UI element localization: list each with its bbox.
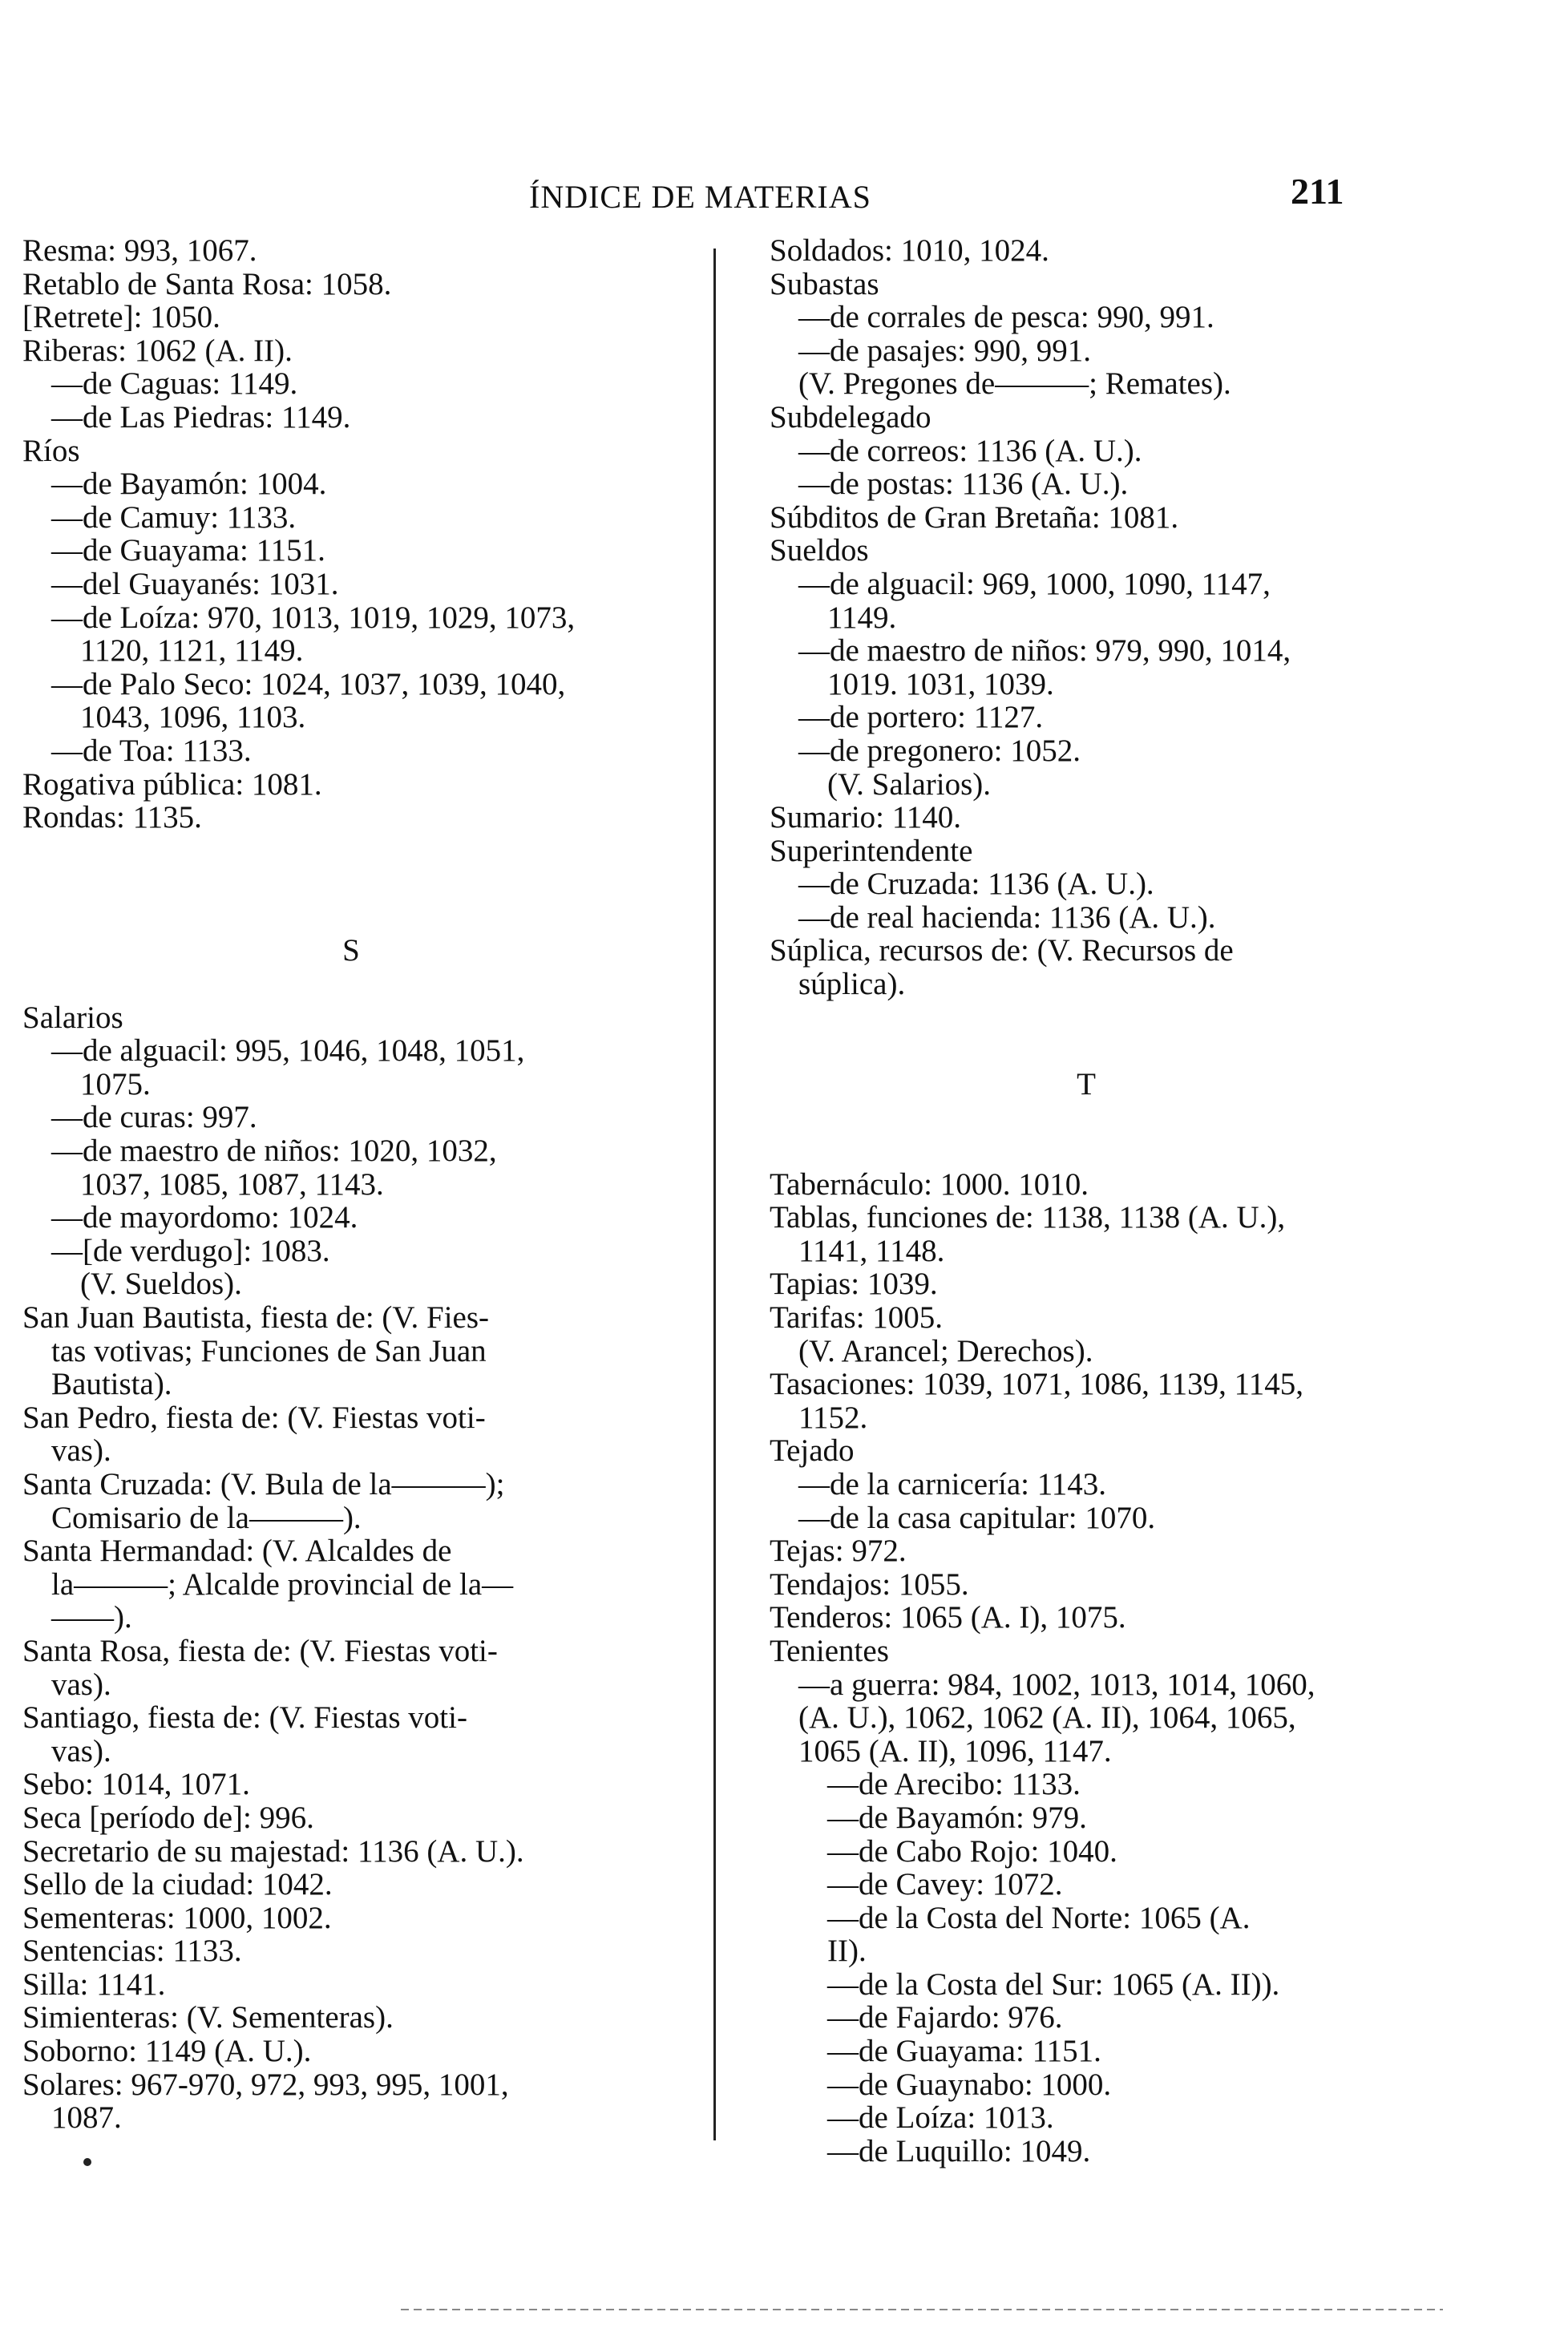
index-entry: Santiago, fiesta de: (V. Fiestas voti- [22, 1700, 467, 1736]
index-entry: 1019. 1031, 1039. [827, 666, 1054, 701]
index-entry: vas). [51, 1433, 111, 1469]
index-entry: Sello de la ciudad: 1042. [22, 1867, 333, 1902]
index-entry: —de la carnicería: 1143. [798, 1466, 1107, 1501]
index-entry: Comisario de la———). [51, 1500, 362, 1535]
index-entry: 1043, 1096, 1103. [80, 700, 306, 735]
index-entry: 1152. [798, 1400, 868, 1435]
scan-artifact-line [401, 2309, 1443, 2310]
index-entry: Tablas, funciones de: 1138, 1138 (A. U.), [770, 1200, 1286, 1235]
index-entry: Silla: 1141. [22, 1966, 166, 2002]
index-entry: —[de verdugo]: 1083. [51, 1233, 330, 1268]
index-entry: —de Luquillo: 1049. [827, 2133, 1091, 2168]
index-entry: (V. Sueldos). [80, 1267, 242, 1302]
index-entry: —de la casa capitular: 1070. [798, 1500, 1156, 1535]
index-entry: Solares: 967-970, 972, 993, 995, 1001, [22, 2067, 509, 2102]
index-entry: —de Las Piedras: 1149. [51, 399, 351, 434]
index-entry: vas). [51, 1733, 111, 1768]
index-entry: (V. Salarios). [827, 766, 992, 802]
index-entry: súplica). [798, 967, 906, 1002]
index-entry: —de Caguas: 1149. [51, 366, 298, 402]
index-entry: 1075. [80, 1066, 151, 1101]
index-column-right [770, 234, 1427, 2168]
index-entry: Tapias: 1039. [770, 1267, 938, 1302]
index-entry: Sentencias: 1133. [22, 1934, 242, 1969]
index-entry: —de Cruzada: 1136 (A. U.). [798, 867, 1154, 902]
index-entry: Santa Hermandad: (V. Alcaldes de [22, 1534, 452, 1569]
index-entry: (V. Arancel; Derechos). [798, 1333, 1093, 1368]
index-entry: Tasaciones: 1039, 1071, 1086, 1139, 1145, [770, 1367, 1303, 1402]
column-divider [713, 249, 716, 2140]
index-entry: —de Camuy: 1133. [51, 499, 297, 535]
index-entry: —de pasajes: 990, 991. [798, 333, 1092, 368]
index-entry: —de la Costa del Norte: 1065 (A. [827, 1900, 1251, 1935]
page-title: ÍNDICE DE MATERIAS [529, 179, 871, 215]
index-entry: —de Loíza: 970, 1013, 1019, 1029, 1073, [51, 600, 576, 635]
index-entry: Seca [período de]: 996. [22, 1800, 314, 1835]
index-entry: —de Loíza: 1013. [827, 2100, 1054, 2136]
index-entry: —de Guayama: 1151. [51, 533, 325, 568]
index-entry: Tabernáculo: 1000. 1010. [770, 1166, 1089, 1202]
index-entry: Tenderos: 1065 (A. I), 1075. [770, 1600, 1126, 1635]
index-entry: Resma: 993, 1067. [22, 233, 257, 268]
index-entry: Súbditos de Gran Bretaña: 1081. [770, 499, 1179, 535]
index-entry: San Pedro, fiesta de: (V. Fiestas voti- [22, 1400, 486, 1435]
index-entry: II). [827, 1934, 867, 1969]
index-entry: —de Cabo Rojo: 1040. [827, 1833, 1117, 1869]
index-entry: —de portero: 1127. [798, 700, 1044, 735]
index-entry: —de Arecibo: 1133. [827, 1767, 1081, 1802]
index-entry: —de Bayamón: 979. [827, 1800, 1087, 1835]
index-entry: Retablo de Santa Rosa: 1058. [22, 266, 392, 301]
index-entry: —de alguacil: 969, 1000, 1090, 1147, [798, 566, 1271, 601]
index-entry: [Retrete]: 1050. [22, 300, 220, 335]
index-entry: —de maestro de niños: 1020, 1032, [51, 1134, 497, 1169]
index-entry: —de corrales de pesca: 990, 991. [798, 300, 1214, 335]
index-entry: —de Toa: 1133. [51, 733, 252, 768]
index-entry: 1149. [827, 600, 897, 635]
index-entry: —de postas: 1136 (A. U.). [798, 467, 1129, 502]
index-entry [22, 901, 704, 935]
index-entry: Tejas: 972. [770, 1534, 907, 1569]
index-entry: Sementeras: 1000, 1002. [22, 1900, 332, 1935]
index-entry [770, 1001, 1427, 1035]
index-entry: 1065 (A. II), 1096, 1147. [798, 1733, 1112, 1768]
index-entry: —de Bayamón: 1004. [51, 467, 327, 502]
index-entry: Secretario de su majestad: 1136 (A. U.). [22, 1833, 524, 1869]
index-entry: —de Guaynabo: 1000. [827, 2067, 1112, 2102]
index-entry [22, 835, 704, 868]
index-entry: Santa Cruzada: (V. Bula de la———); [22, 1466, 505, 1501]
index-entry: la———; Alcalde provincial de la— [51, 1566, 514, 1602]
index-entry: —de Fajardo: 976. [827, 2000, 1063, 2035]
index-entry: Subastas [770, 266, 879, 301]
index-entry: Santa Rosa, fiesta de: (V. Fiestas voti- [22, 1633, 498, 1668]
index-entry: Tendajos: 1055. [770, 1566, 969, 1602]
index-entry: San Juan Bautista, fiesta de: (V. Fies- [22, 1300, 490, 1335]
index-entry: Sumario: 1140. [770, 800, 962, 835]
index-entry: Soldados: 1010, 1024. [770, 233, 1049, 268]
index-entry: Superintendente [770, 833, 973, 868]
index-entry: —a guerra: 984, 1002, 1013, 1014, 1060, [798, 1667, 1315, 1702]
index-column-left [22, 234, 704, 2135]
index-entry: —de maestro de niños: 979, 990, 1014, [798, 633, 1291, 669]
index-entry: Soborno: 1149 (A. U.). [22, 2034, 312, 2069]
index-entry: 1141, 1148. [798, 1233, 945, 1268]
index-entry: —de real hacienda: 1136 (A. U.). [798, 899, 1216, 935]
index-entry: —de correos: 1136 (A. U.). [798, 433, 1142, 468]
index-entry: —de alguacil: 995, 1046, 1048, 1051, [51, 1033, 525, 1069]
index-entry: Tenientes [770, 1633, 889, 1668]
index-entry: (V. Pregones de———; Remates). [798, 366, 1231, 402]
index-entry: Sueldos [770, 533, 869, 568]
index-entry: Sebo: 1014, 1071. [22, 1767, 250, 1802]
index-entry: Rogativa pública: 1081. [22, 766, 322, 802]
index-entry: Salarios [22, 1000, 123, 1035]
index-entry [770, 1101, 1427, 1134]
index-entry: —de la Costa del Sur: 1065 (A. II)). [827, 1966, 1280, 2002]
index-entry: Subdelegado [770, 399, 932, 434]
index-entry: Rondas: 1135. [22, 800, 202, 835]
index-entry: Tejado [770, 1433, 855, 1469]
index-entry [22, 867, 704, 901]
index-entry [22, 968, 704, 1001]
index-entry: Riberas: 1062 (A. II). [22, 333, 293, 368]
footnote-bullet [83, 2158, 91, 2166]
page-number: 211 [1291, 171, 1344, 212]
index-entry: Ríos [22, 433, 80, 468]
section-letter: S [342, 933, 360, 968]
index-entry: ——). [51, 1600, 132, 1635]
section-letter: T [1077, 1066, 1096, 1101]
index-entry: Tarifas: 1005. [770, 1300, 944, 1335]
index-entry: —de Guayama: 1151. [827, 2034, 1101, 2069]
index-entry: 1120, 1121, 1149. [80, 633, 304, 669]
index-entry [770, 1034, 1427, 1068]
index-entry: Bautista). [51, 1367, 172, 1402]
index-entry [770, 1134, 1427, 1168]
index-entry: tas votivas; Funciones de San Juan [51, 1333, 487, 1368]
index-entry: —del Guayanés: 1031. [51, 566, 339, 601]
index-entry: —de pregonero: 1052. [798, 733, 1081, 768]
index-entry: vas). [51, 1667, 111, 1702]
index-entry: —de Cavey: 1072. [827, 1867, 1063, 1902]
index-entry: Simienteras: (V. Sementeras). [22, 2000, 394, 2035]
index-entry: 1037, 1085, 1087, 1143. [80, 1166, 384, 1202]
index-entry: —de mayordomo: 1024. [51, 1200, 358, 1235]
index-entry: Súplica, recursos de: (V. Recursos de [770, 933, 1234, 968]
index-entry: 1087. [51, 2100, 122, 2136]
index-entry: (A. U.), 1062, 1062 (A. II), 1064, 1065, [798, 1700, 1296, 1736]
index-entry: —de curas: 997. [51, 1100, 257, 1135]
index-entry: —de Palo Seco: 1024, 1037, 1039, 1040, [51, 666, 566, 701]
